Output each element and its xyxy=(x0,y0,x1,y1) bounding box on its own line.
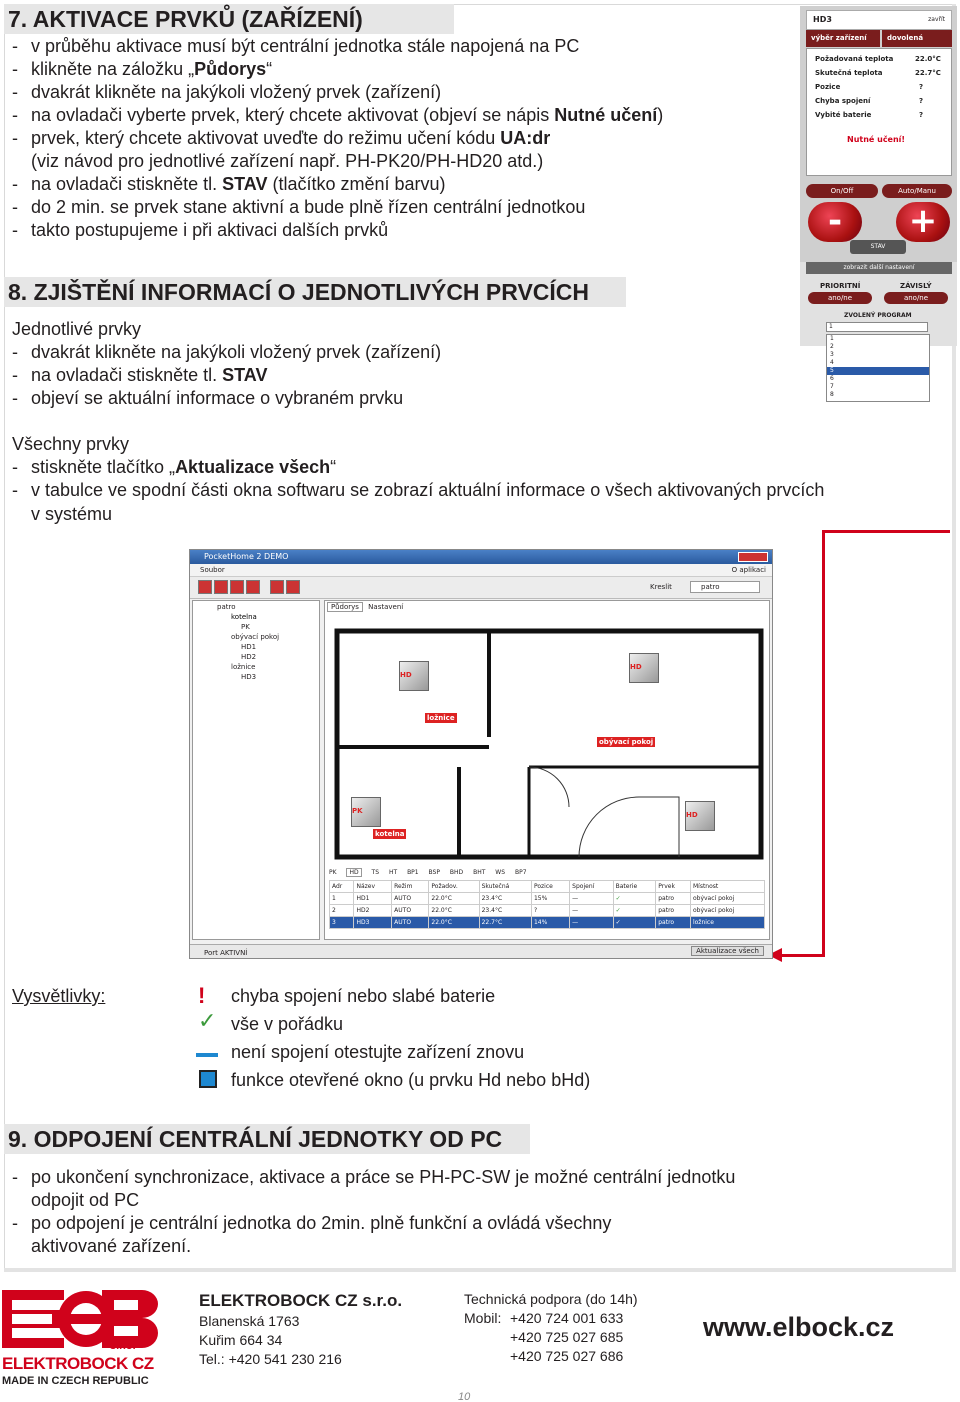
device-close-button[interactable]: zavřít xyxy=(928,16,945,23)
app-titlebar: PocketHome 2 DEMO xyxy=(190,550,773,564)
type-tab[interactable]: BSP xyxy=(428,869,440,876)
program-option[interactable]: 3 xyxy=(830,351,834,358)
device-hd2-label: HD xyxy=(686,811,698,819)
toolbar-open-icon[interactable] xyxy=(198,580,212,594)
table-cell: 14% xyxy=(531,917,569,929)
s9-line-3: - po odpojení je centrální jednotka do 2min. plně funkční a ovládá všechny xyxy=(12,1213,612,1233)
tab-floorplan[interactable]: Půdorys xyxy=(327,602,363,612)
legend-item-text: funkce otevřené okno (u prvku Hd nebo bHd) xyxy=(231,1070,591,1090)
table-cell: patro xyxy=(656,893,691,905)
program-option[interactable]: 8 xyxy=(830,391,834,398)
table-cell: 22.0°C xyxy=(429,917,479,929)
device-hd1-icon[interactable] xyxy=(629,653,659,683)
device-hd1-label: HD xyxy=(630,663,642,671)
table-row-selected[interactable] xyxy=(330,917,765,929)
room-label[interactable]: kotelna xyxy=(375,830,405,838)
legend-item-text: není spojení otestujte zařízení znovu xyxy=(231,1042,525,1062)
column-header[interactable]: Místnost xyxy=(690,881,764,893)
table-cell: 1 xyxy=(330,893,354,905)
window-close-icon[interactable] xyxy=(738,552,768,562)
company-city: Kuřim 664 34 xyxy=(199,1332,283,1348)
floor-plan xyxy=(329,617,765,867)
s9-line-1: - po ukončení synchronizace, aktivace a práce se PH-PC-SW je možné centrální jednotku xyxy=(12,1167,736,1187)
table-cell: ložnice xyxy=(690,917,764,929)
program-option[interactable]: 1 xyxy=(830,335,834,342)
device-minus-button[interactable]: - xyxy=(808,202,862,242)
device-program-list[interactable] xyxy=(826,334,930,402)
device-pk-label: PK xyxy=(352,807,363,815)
toolbar-save-icon[interactable] xyxy=(214,580,228,594)
s8-a1: - dvakrát klikněte na jakýkoli vložený prvek (zařízení) xyxy=(12,342,442,362)
column-header[interactable]: Prvek xyxy=(656,881,691,893)
elektrobock-logo xyxy=(2,1290,158,1390)
column-header[interactable]: Spojení xyxy=(570,881,613,893)
toolbar-draw[interactable]: Kreslit xyxy=(650,583,672,591)
type-tab[interactable]: BP1 xyxy=(407,869,419,876)
program-option[interactable]: 2 xyxy=(830,343,834,350)
menu-file[interactable]: Soubor xyxy=(200,566,225,574)
column-header[interactable]: Pozice xyxy=(531,881,569,893)
legend-item-text: chyba spojení nebo slabé baterie xyxy=(231,986,496,1006)
s7-line-1: - v průběhu aktivace musí být centrální jednotka stále napojená na PC xyxy=(12,36,580,56)
app-screenshot xyxy=(189,549,773,959)
s8-b1: - stiskněte tlačítko „Aktualizace všech“ xyxy=(12,457,337,477)
type-tab[interactable]: BHT xyxy=(473,869,486,876)
s7-line-4: - na ovladači vyberte prvek, který chcete aktivovat (objeví se nápis Nutné učení) xyxy=(12,105,664,125)
device-hd3-icon[interactable] xyxy=(399,661,429,691)
toolbar-add-icon[interactable] xyxy=(246,580,260,594)
device-row-label: Chyba spojení xyxy=(815,97,871,105)
s9-line-4: aktivované zařízení. xyxy=(31,1236,192,1256)
legend-title: Vysvětlivky: xyxy=(12,986,106,1006)
device-dependent-toggle[interactable]: ano/ne xyxy=(884,292,948,304)
table-cell: — xyxy=(570,917,613,929)
tree-node[interactable]: patro xyxy=(217,603,236,611)
logo-sro: s.r.o. xyxy=(110,1340,136,1352)
tree-node[interactable]: ložnice xyxy=(231,663,256,671)
table-cell: ? xyxy=(531,905,569,917)
tree-node[interactable]: obývací pokoj xyxy=(231,633,280,641)
table-cell: AUTO xyxy=(392,917,429,929)
table-cell: 15% xyxy=(531,893,569,905)
device-title: HD3 xyxy=(813,15,832,24)
table-row[interactable] xyxy=(330,893,765,905)
mobile-number: +420 725 027 685 xyxy=(510,1329,624,1345)
device-program-label: ZVOLENÝ PROGRAM xyxy=(844,312,912,319)
device-panel xyxy=(800,6,957,346)
s8-b2: - v tabulce ve spodní části okna softwaru se zobrazí aktuální informace o všech aktivovaných prvcích xyxy=(12,480,825,500)
toolbar-home-icon[interactable] xyxy=(230,580,244,594)
device-tab-select[interactable]: výběr zařízení xyxy=(806,30,880,47)
device-table xyxy=(329,880,765,929)
table-cell: — xyxy=(570,905,613,917)
column-header[interactable]: Název xyxy=(354,881,392,893)
main-area xyxy=(324,600,770,940)
s7-line-2: - klikněte na záložku „Půdorys“ xyxy=(12,59,273,79)
room-label[interactable]: ložnice xyxy=(427,714,455,722)
device-more-settings[interactable]: zobrazit další nastavení xyxy=(806,262,952,274)
dash-icon xyxy=(196,1053,218,1057)
device-pk-icon[interactable] xyxy=(351,797,381,827)
type-tab[interactable]: BP7 xyxy=(514,869,527,876)
logo-name: ELEKTROBOCK CZ xyxy=(2,1354,154,1373)
type-tab[interactable]: WS xyxy=(495,869,506,876)
room-label[interactable]: obývací pokoj xyxy=(599,738,654,746)
device-row-label: Požadovaná teplota xyxy=(815,55,894,63)
device-onoff-button[interactable]: On/Off xyxy=(806,184,878,198)
app-menubar xyxy=(190,564,773,577)
table-cell: 22.0°C xyxy=(429,893,479,905)
type-tab[interactable]: TS xyxy=(371,869,380,876)
tree-node[interactable]: PK xyxy=(241,623,250,631)
table-row[interactable] xyxy=(330,905,765,917)
device-row-value: ? xyxy=(919,111,924,119)
section-8-heading: 8. ZJIŠTĚNÍ INFORMACÍ O JEDNOTLIVÝCH PRVCÍCH xyxy=(4,277,626,307)
device-priority-toggle[interactable]: ano/ne xyxy=(808,292,872,304)
s7-line-9: - takto postupujeme i při aktivaci dalších prvků xyxy=(12,220,389,240)
column-header[interactable]: Režim xyxy=(392,881,429,893)
toolbar-up-icon[interactable] xyxy=(270,580,284,594)
column-header[interactable]: Skutečná xyxy=(479,881,531,893)
type-tab[interactable]: HT xyxy=(388,869,398,876)
website-link[interactable]: www.elbock.cz xyxy=(703,1312,895,1342)
program-option[interactable]: 4 xyxy=(830,359,834,366)
column-header[interactable]: Adr xyxy=(330,881,354,893)
device-warning: Nutné učení! xyxy=(847,135,906,144)
s7-line-5: - prvek, který chcete aktivovat uveďte do režimu učení kódu UA:dr xyxy=(12,128,551,148)
table-cell: patro xyxy=(656,905,691,917)
table-cell: 3 xyxy=(330,917,354,929)
check-icon: ✓ xyxy=(198,1008,217,1033)
tree-node[interactable]: HD1 xyxy=(241,643,257,651)
s8-single-title: Jednotlivé prvky xyxy=(12,319,142,339)
table-cell: HD3 xyxy=(354,917,392,929)
s7-line-3: - dvakrát klikněte na jakýkoli vložený prvek (zařízení) xyxy=(12,82,442,102)
table-cell: HD2 xyxy=(354,905,392,917)
device-stav-button[interactable]: STAV xyxy=(850,240,906,254)
device-row-label: Vybité baterie xyxy=(815,111,872,119)
device-automanu-button[interactable]: Auto/Manu xyxy=(882,184,952,198)
table-cell: 22.7°C xyxy=(479,917,531,929)
tab-settings[interactable]: Nastavení xyxy=(368,603,404,611)
table-cell: HD1 xyxy=(354,893,392,905)
company-street: Blanenská 1763 xyxy=(199,1313,300,1329)
device-program-select[interactable]: 1 xyxy=(826,322,928,332)
mobile-number: +420 725 027 686 xyxy=(510,1348,624,1364)
program-option-selected[interactable]: 5 xyxy=(827,367,929,375)
callout-line-bottom xyxy=(780,954,825,957)
device-row-value: ? xyxy=(919,97,924,105)
status-bar: Port AKTIVNÍ xyxy=(190,944,773,959)
floor-select[interactable]: patro xyxy=(690,581,760,593)
mobile-label: Mobil: xyxy=(464,1310,502,1326)
device-hd3-label: HD xyxy=(400,671,412,679)
table-cell: 2 xyxy=(330,905,354,917)
toolbar-delete-icon[interactable] xyxy=(286,580,300,594)
device-dependent-label: ZÁVISLÝ xyxy=(900,282,932,290)
section-7-heading: 7. AKTIVACE PRVKŮ (ZAŘÍZENÍ) xyxy=(4,4,454,34)
table-cell: 23.4°C xyxy=(479,905,531,917)
table-cell: AUTO xyxy=(392,905,429,917)
company-name: ELEKTROBOCK CZ s.r.o. xyxy=(199,1291,403,1310)
type-tab[interactable]: BHD xyxy=(449,869,464,876)
table-cell: 23.4°C xyxy=(479,893,531,905)
program-option[interactable]: 6 xyxy=(830,375,834,382)
support-label: Technická podpora (do 14h) xyxy=(464,1291,638,1307)
table-cell: — xyxy=(570,893,613,905)
s8-a3: - objeví se aktuální informace o vybraném prvku xyxy=(12,388,404,408)
section-9-heading: 9. ODPOJENÍ CENTRÁLNÍ JEDNOTKY OD PC xyxy=(4,1124,530,1154)
device-plus-button[interactable]: + xyxy=(896,202,950,242)
main-tabs xyxy=(327,603,406,611)
column-header[interactable]: Baterie xyxy=(613,881,656,893)
device-screen xyxy=(806,48,952,176)
type-tab[interactable]: PK xyxy=(329,869,337,876)
table-cell: obývací pokoj xyxy=(690,893,764,905)
callout-line-top xyxy=(822,530,950,533)
tree-node[interactable]: HD2 xyxy=(241,653,257,661)
table-header-row xyxy=(330,881,765,893)
device-tree xyxy=(192,600,320,940)
device-row-label: Pozice xyxy=(815,83,841,91)
window-open-icon xyxy=(199,1070,217,1088)
device-type-tabs xyxy=(329,869,527,876)
table-cell: ✓ xyxy=(613,905,656,917)
mobile-number: +420 724 001 633 xyxy=(510,1310,624,1326)
s8-all-title: Všechny prvky xyxy=(12,434,130,454)
program-option[interactable]: 7 xyxy=(830,383,834,390)
table-cell: obývací pokoj xyxy=(690,905,764,917)
device-tab-holiday[interactable]: dovolená xyxy=(882,30,952,47)
logo-made-in: MADE IN CZECH REPUBLIC xyxy=(2,1375,149,1387)
table-cell: patro xyxy=(656,917,691,929)
s8-b3: v systému xyxy=(31,504,113,524)
s9-line-2: odpojit od PC xyxy=(31,1190,140,1210)
tree-node[interactable]: HD3 xyxy=(241,673,257,681)
callout-line-vertical xyxy=(822,530,825,956)
s7-line-8: - do 2 min. se prvek stane aktivní a bude plně řízen centrální jednotkou xyxy=(12,197,586,217)
tree-node[interactable]: kotelna xyxy=(231,613,257,621)
type-tab-active[interactable]: HD xyxy=(346,868,361,877)
device-row-value: 22.0°C xyxy=(915,55,941,63)
app-toolbar xyxy=(190,577,773,599)
s8-a2: - na ovladači stiskněte tl. STAV xyxy=(12,365,268,385)
device-header xyxy=(806,10,952,30)
legend-item-text: vše v pořádku xyxy=(231,1014,344,1034)
error-icon: ! xyxy=(198,983,206,1008)
device-row-value: 22.7°C xyxy=(915,69,941,77)
device-row-label: Skutečná teplota xyxy=(815,69,883,77)
table-cell: AUTO xyxy=(392,893,429,905)
device-hd2-icon[interactable] xyxy=(685,801,715,831)
s7-line-6: (viz návod pro jednotlivé zařízení např. PH-PK20/PH-HD20 atd.) xyxy=(31,151,544,171)
company-tel: Tel.: +420 541 230 216 xyxy=(199,1351,342,1367)
table-cell: 22.0°C xyxy=(429,905,479,917)
table-cell: ✓ xyxy=(613,917,656,929)
s7-line-7: - na ovladači stiskněte tl. STAV (tlačítko změní barvu) xyxy=(12,174,446,194)
device-priority-label: PRIORITNÍ xyxy=(820,282,861,290)
update-all-button[interactable]: Aktualizace všech xyxy=(691,946,764,956)
device-row-value: ? xyxy=(919,83,924,91)
table-cell: ✓ xyxy=(613,893,656,905)
menu-about[interactable]: O aplikaci xyxy=(731,566,766,574)
column-header[interactable]: Požadov. xyxy=(429,881,479,893)
page-number: 10 xyxy=(458,1391,471,1402)
